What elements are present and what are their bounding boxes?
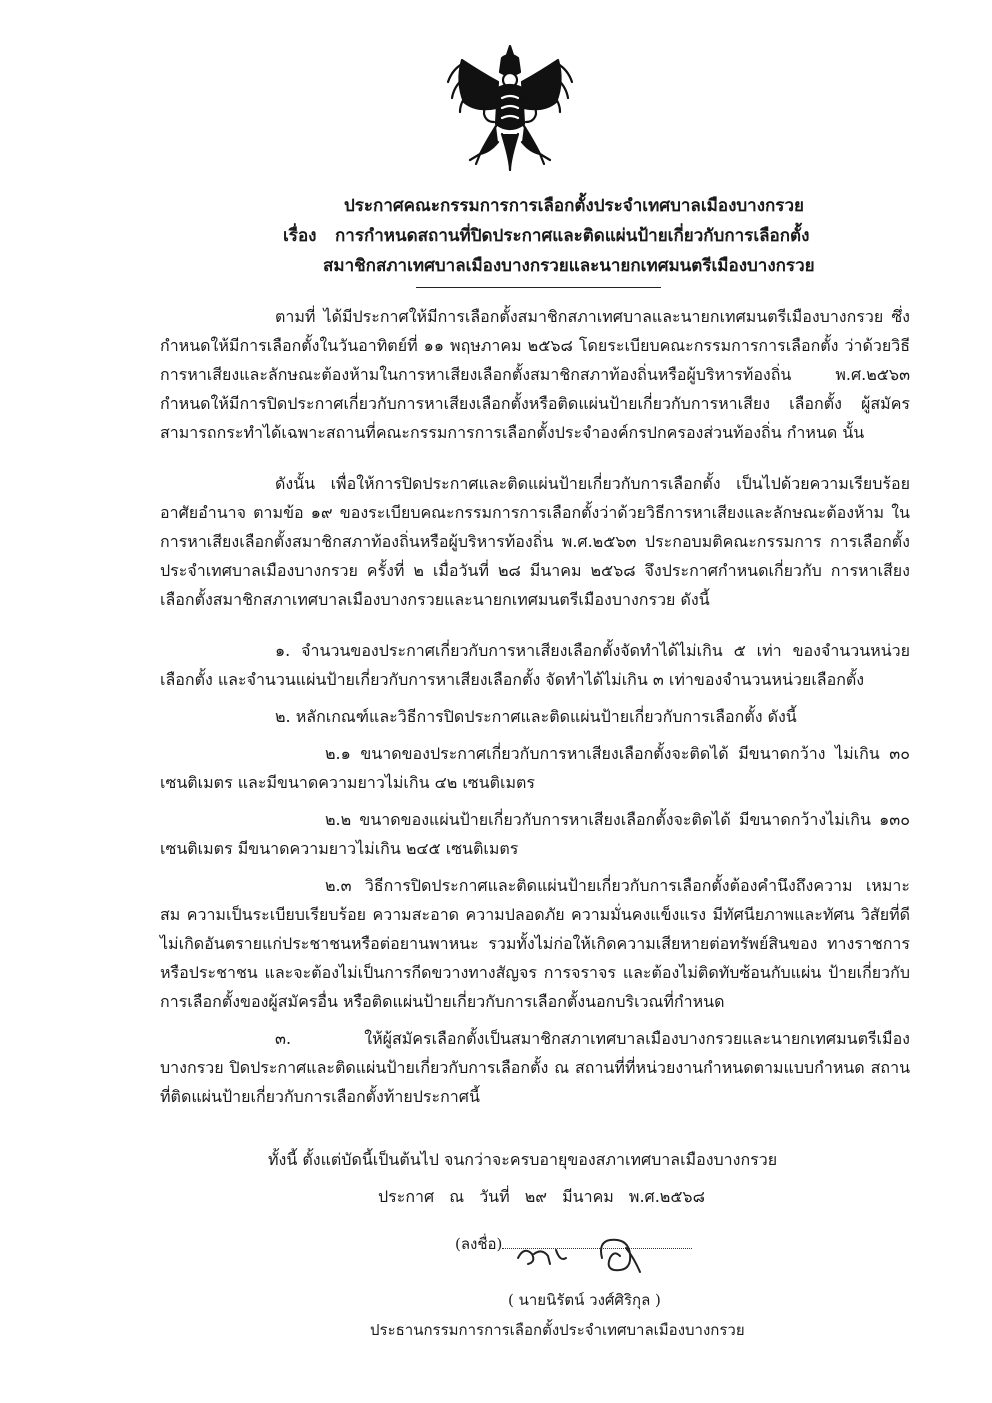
announcement-date: ประกาศ ณ วันที่ ๒๙ มีนาคม พ.ศ.๒๕๖๘ <box>378 1187 705 1206</box>
clause-2: ๒. หลักเกณฑ์และวิธีการปิดประกาศและติดแผ่นป้ายเกี่ยวกับการเลือกตั้ง ดังนี้ <box>275 707 797 726</box>
paragraph-authority: ดังนั้น เพื่อให้การปิดประกาศและติดแผ่นป้ายเกี่ยวกับการเลือกตั้ง เป็นไปด้วยความเรียบร้อย อาศัยอำนาจ ตามข้อ ๑๙ ของระเบียบคณะกรรมการการเลือกตั้งว่าด้วยวิธีการหาเสียงและลักษณะต้องห้าม ในการหาเสียงเลือกตั้งสมาชิกสภาท้องถิ่นหรือผู้บริหารท้องถิ่น พ.ศ.๒๕๖๓ ประกอบมติคณะกรรมการ การเลือกตั้งประจำเทศบาลเมืองบางกรวย ครั้งที่ ๒ เมื่อวันที่ ๒๘ มีนาคม ๒๕๖๘ จึงประกาศกำหนดเกี่ยวกับ การหาเสียงเลือกตั้งสมาชิกสภาเทศบาลเมืองบางกรวยและนายกเทศมนตรีเมืองบางกรวย ดังนี้ <box>160 474 910 609</box>
announcement-body <box>160 302 910 1119</box>
closing-statement: ทั้งนี้ ตั้งแต่บัดนี้เป็นต้นไป จนกว่าจะครบอายุของสภาเทศบาลเมืองบางกรวย <box>268 1150 778 1169</box>
clause-2-3: ๒.๓ วิธีการปิดประกาศและติดแผ่นป้ายเกี่ยวกับการเลือกตั้งต้องคำนึงถึงความ เหมาะสม ความเป็นระเบียบเรียบร้อย ความสะอาด ความปลอดภัย ความมั่นคงแข็งแรง มีทัศนียภาพและทัศน วิสัยที่ดี ไม่เกิดอันตรายแก่ประชาชนหรือต่อยานพาหนะ รวมทั้งไม่ก่อให้เกิดความเสียหายต่อทรัพย์สินของ ทางราชการหรือประชาชน และจะต้องไม่เป็นการกีดขวางทางสัญจร การจราจร และต้องไม่ติดทับซ้อนกับแผ่น ป้ายเกี่ยวกับการเลือกตั้งของผู้สมัครอื่น หรือติดแผ่นป้ายเกี่ยวกับการเลือกตั้งนอกบริเวณที่กำหนด <box>160 876 910 1011</box>
announcement-title: ประกาศคณะกรรมการการเลือกตั้งประจำเทศบาลเมืองบางกรวย <box>344 196 804 216</box>
handwritten-signature <box>510 1228 670 1278</box>
subject-text-line2: สมาชิกสภาเทศบาลเมืองบางกรวยและนายกเทศมนตรีเมืองบางกรวย <box>323 256 815 276</box>
garuda-emblem-icon <box>440 42 580 174</box>
paragraph-background: ตามที่ ได้มีประกาศให้มีการเลือกตั้งสมาชิกสภาเทศบาลและนายกเทศมนตรีเมืองบางกรวย ซึ่งกำหนดให้มีการเลือกตั้งในวันอาทิตย์ที่ ๑๑ พฤษภาคม ๒๕๖๘ โดยระเบียบคณะกรรมการการเลือกตั้ง ว่าด้วยวิธีการหาเสียงและลักษณะต้องห้ามในการหาเสียงเลือกตั้งสมาชิกสภาท้องถิ่นหรือผู้บริหารท้องถิ่น พ.ศ.๒๕๖๓ กำหนดให้มีการปิดประกาศเกี่ยวกับการหาเสียงเลือกตั้งหรือติดแผ่นป้ายเกี่ยวกับการหาเสียง เลือกตั้ง ผู้สมัครสามารถกระทำได้เฉพาะสถานที่คณะกรรมการการเลือกตั้งประจำองค์กรปกครองส่วนท้องถิ่น กำหนด นั้น <box>160 307 910 442</box>
clause-2-1: ๒.๑ ขนาดของประกาศเกี่ยวกับการหาเสียงเลือกตั้งจะติดได้ มีขนาดกว้าง ไม่เกิน ๓๐ เซนติเมตร และมีขนาดความยาวไม่เกิน ๔๒ เซนติเมตร <box>160 744 910 792</box>
header-divider <box>416 287 661 288</box>
sign-label: (ลงชื่อ) <box>455 1235 503 1253</box>
signatory-position: ประธานกรรมการการเลือกตั้งประจำเทศบาลเมืองบางกรวย <box>370 1321 745 1339</box>
subject-label: เรื่อง <box>283 226 317 246</box>
subject-line <box>283 222 809 249</box>
clause-3: ๓. ให้ผู้สมัครเลือกตั้งเป็นสมาชิกสภาเทศบาลเมืองบางกรวยและนายกเทศมนตรีเมือง บางกรวย ปิดประกาศและติดแผ่นป้ายเกี่ยวกับการเลือกตั้ง ณ สถานที่ที่หน่วยงานกำหนดตามแบบกำหนด สถานที่ติดแผ่นป้ายเกี่ยวกับการเลือกตั้งท้ายประกาศนี้ <box>160 1029 910 1106</box>
signatory-name: ( นายนิรัตน์ วงศ์ศิริกุล ) <box>508 1291 661 1309</box>
subject-text-line1: การกำหนดสถานที่ปิดประกาศและติดแผ่นป้ายเกี่ยวกับการเลือกตั้ง <box>335 226 810 246</box>
clause-2-2: ๒.๒ ขนาดของแผ่นป้ายเกี่ยวกับการหาเสียงเลือกตั้งจะติดได้ มีขนาดกว้างไม่เกิน ๑๓๐ เซนติเมตร มีขนาดความยาวไม่เกิน ๒๔๕ เซนติเมตร <box>160 810 910 858</box>
clause-1: ๑. จำนวนของประกาศเกี่ยวกับการหาเสียงเลือกตั้งจัดทำได้ไม่เกิน ๕ เท่า ของจำนวนหน่วย เลือกตั้ง และจำนวนแผ่นป้ายเกี่ยวกับการหาเสียงเลือกตั้ง จัดทำได้ไม่เกิน ๓ เท่าของจำนวนหน่วยเลือกตั้ง <box>160 641 910 689</box>
